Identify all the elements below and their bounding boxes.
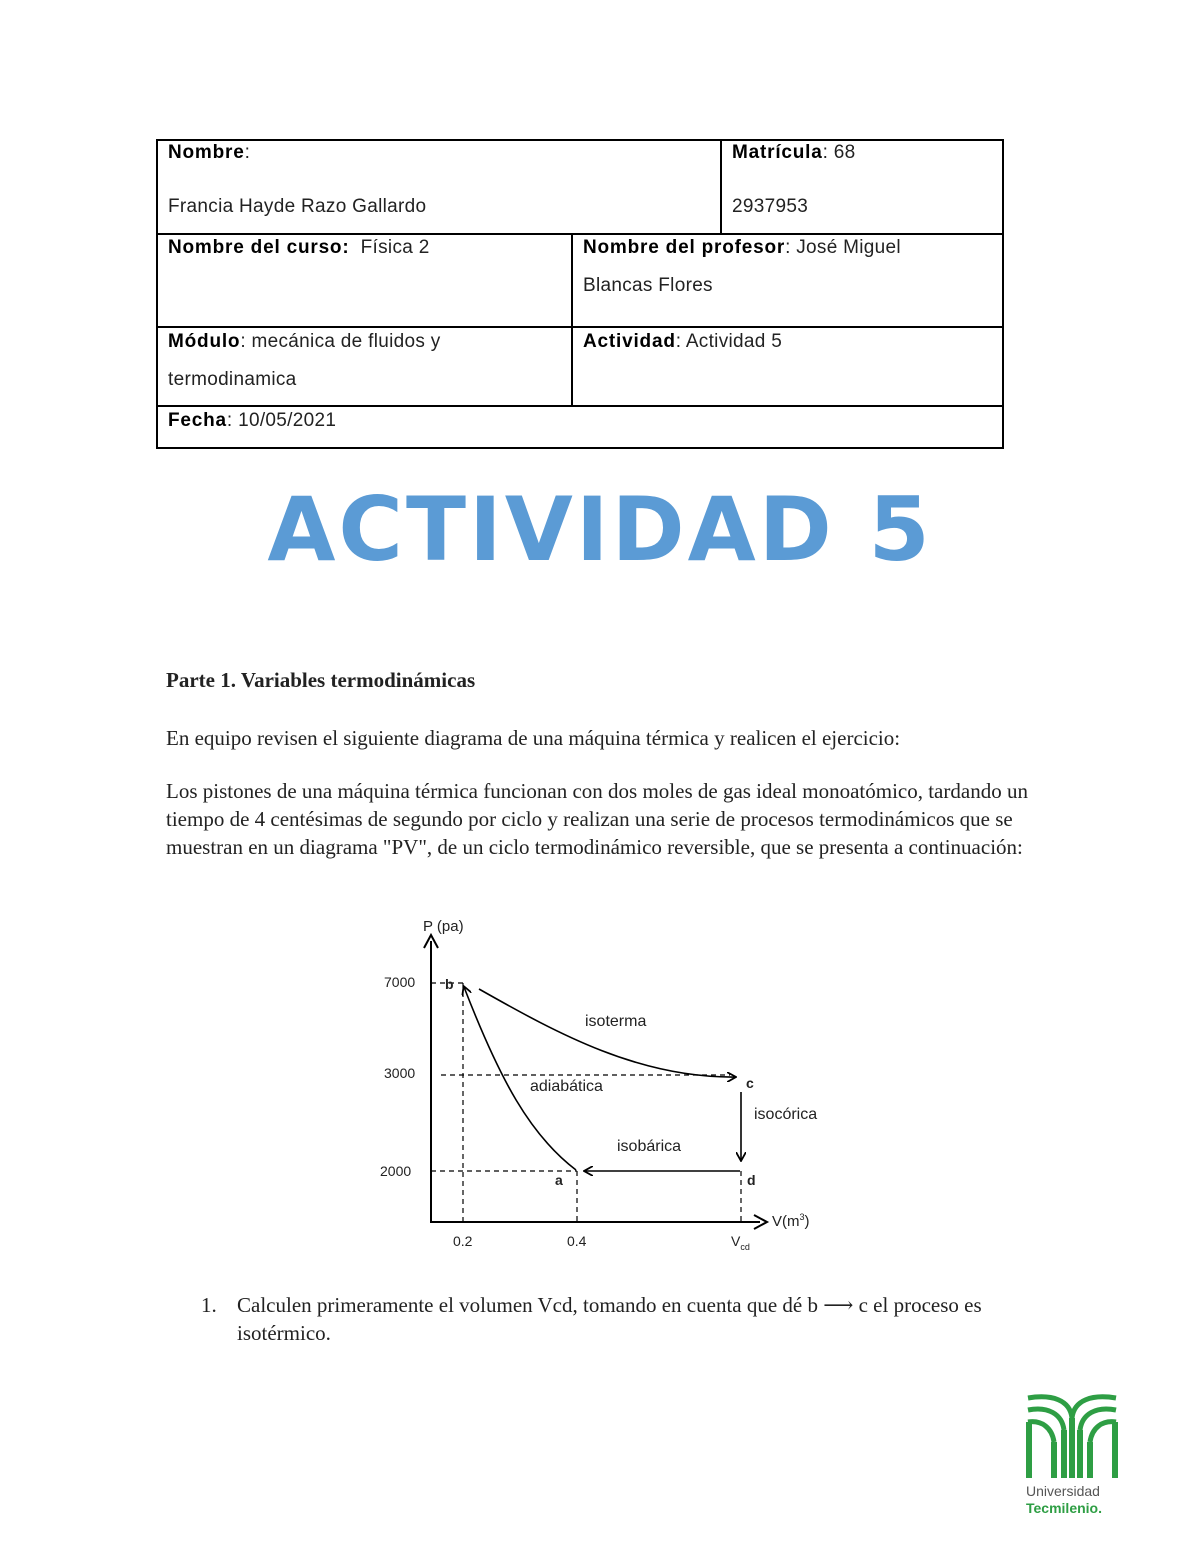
curso-cell [158,229,568,267]
x-tick-label: 0.4 [567,1233,587,1249]
question-text: Calculen primeramente el volumen Vcd, tomando en cuenta que dé b ⟶ c el proceso es isotérmico. [237,1293,982,1345]
modulo-label: Módulo [168,331,241,352]
page-title: ACTIVIDAD 5 [267,478,933,581]
fecha-cell: Fecha: 10/05/2021 [168,410,337,431]
x-tick-label: $V_{cd}$ [731,1233,750,1252]
actividad-label: Actividad [583,331,676,352]
point-label-d: d [747,1172,756,1188]
body-paragraph: Los pistones de una máquina térmica funcionan con dos moles de gas ideal monoatómico, tardando un tiempo de 4 centésimas de segundo por ciclo y realizan una serie de procesos termodinámicos que se muestran en un diagrama "PV", de un ciclo termodinámico reversible, que se presenta a continuación: [166,779,1028,859]
matricula-label: Matrícula [732,142,823,163]
modulo-cell: Módulo: mecánica de fluidos y termodinamica [158,323,568,399]
matricula-cell: Matrícula: 68 2937953 [722,134,1002,226]
modulo-value-2: termodinamica [168,369,297,390]
matricula-value-1: 68 [833,142,856,163]
curso-value: Física 2 [360,237,430,258]
y-tick-label: 3000 [384,1065,416,1081]
nombre-value: Francia Hayde Razo Gallardo [168,196,427,217]
adiabatic-label: adiabática [530,1078,603,1095]
profesor-cell: Nombre del profesor: José Miguel Blancas Flores [573,229,1003,305]
pv-diagram [370,905,840,1255]
isobaric-label: isobárica [617,1138,682,1155]
actividad-value: Actividad 5 [685,331,783,352]
section-heading: Parte 1. Variables termodinámicas [166,668,476,692]
isotherm-label: isoterma [585,1013,647,1030]
fecha-label: Fecha [168,410,227,431]
point-label-b: b [445,976,454,992]
nombre-label: Nombre [168,142,245,163]
x-tick-label: 0.2 [453,1233,473,1249]
point-label-a: a [555,1172,563,1188]
curso-label: Nombre del curso: [168,237,350,258]
fecha-value: 10/05/2021 [238,410,337,431]
y-tick-label: 7000 [384,974,416,990]
logo-text-line2: Tecmilenio. [1026,1500,1102,1516]
y-axis-label: P (pa) [423,918,464,935]
logo-text-line1: Universidad [1026,1483,1100,1499]
isochoric-label: isocórica [754,1106,818,1123]
y-tick-label: 2000 [380,1163,412,1179]
isotherm-curve [479,989,735,1077]
nombre-cell: Nombre: Francia Hayde Razo Gallardo [158,134,718,226]
point-label-c: c [746,1075,754,1091]
x-axis-label: $V(m^3)$ [772,1212,810,1230]
profesor-label: Nombre del profesor [583,237,786,258]
profesor-value-1: José Miguel [796,237,901,258]
actividad-cell: Actividad: Actividad 5 [583,331,783,352]
intro-paragraph: En equipo revisen el siguiente diagrama de una máquina térmica y realicen el ejercicio: [166,726,901,750]
profesor-value-2: Blancas Flores [583,275,713,296]
tecmilenio-logo [1022,1390,1122,1520]
matricula-value-2: 2937953 [732,196,809,217]
modulo-value-1: mecánica de fluidos y [251,331,441,352]
question-number: 1. [201,1293,217,1317]
